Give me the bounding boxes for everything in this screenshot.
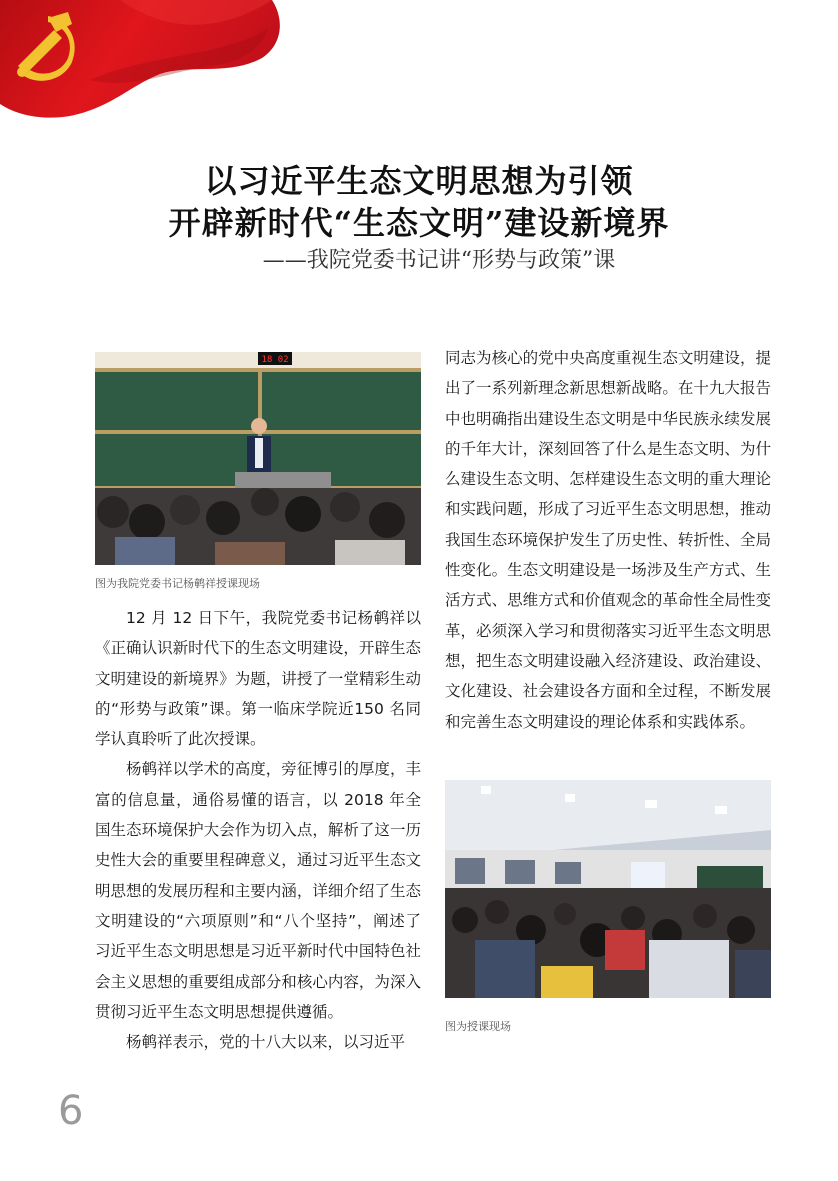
paragraph: 同志为核心的党中央高度重视生态文明建设，提出了一系列新理念新思想新战略。在十九大报告中也明确指出建设生态文明是中华民族永续发展的千年大计，深刻回答了什么是生态文明、为什么建设生态文明、怎样建设生态文明的重大理论和实践问题，形成了习近平生态文明思想，推动我国生态环境保护发生了历史性、转折性、全局性变化。生态文明建设是一场涉及生产方式、生活方式、思维方式和价值观念的革命性全局性变革，必须深入学习和贯彻落实习近平生态文明思想，把生态文明建设融入经济建设、政治建设、文化建设、社会建设各方面和全过程，不断发展和完善生态文明建设的理论体系和实践体系。	[445, 349, 771, 731]
paragraph: 12 月 12 日下午，我院党委书记杨鹌祥以《正确认识新时代下的生态文明建设，开辟生态文明建设的新境界》为题，讲授了一堂精彩生动的“形势与政策”课。第一临床学院近150 名同学认真聆听了此次授课。	[95, 609, 421, 749]
article-title-block	[0, 160, 838, 276]
article-title-line2: 开辟新时代“生态文明”建设新境界	[168, 204, 670, 242]
classroom-photo	[445, 780, 771, 998]
right-column	[445, 343, 771, 737]
party-flag	[0, 0, 290, 120]
article-subtitle: ——我院党委书记讲“形势与政策”课	[262, 248, 616, 273]
paragraph: 杨鹌祥表示，党的十八大以来，以习近平	[126, 1033, 406, 1052]
paragraph: 杨鹌祥以学术的高度，旁征博引的厚度，丰富的信息量，通俗易懂的语言，以 2018 年全国生态环境保护大会作为切入点，解析了这一历史性大会的重要里程碑意义，通过习近平生态文明思想的发展历程和主要内涵，详细介绍了生态文明建设的“六项原则”和“八个坚持”，阐述了习近平生态文明思想是习近平新时代中国特色社会主义思想的重要组成部分和核心内容，为深入贯彻习近平生态文明思想提供遵循。	[95, 760, 421, 1021]
page-number: 6	[58, 1088, 84, 1134]
clock-display: 18 02	[261, 355, 289, 365]
article-title-line1: 以习近平生态文明思想为引领	[204, 162, 634, 200]
photo1-caption: 图为我院党委书记杨鹌祥授课现场	[95, 577, 260, 590]
photo2-caption: 图为授课现场	[445, 1020, 511, 1033]
lecture-photo	[95, 352, 421, 565]
left-column	[95, 603, 421, 1057]
